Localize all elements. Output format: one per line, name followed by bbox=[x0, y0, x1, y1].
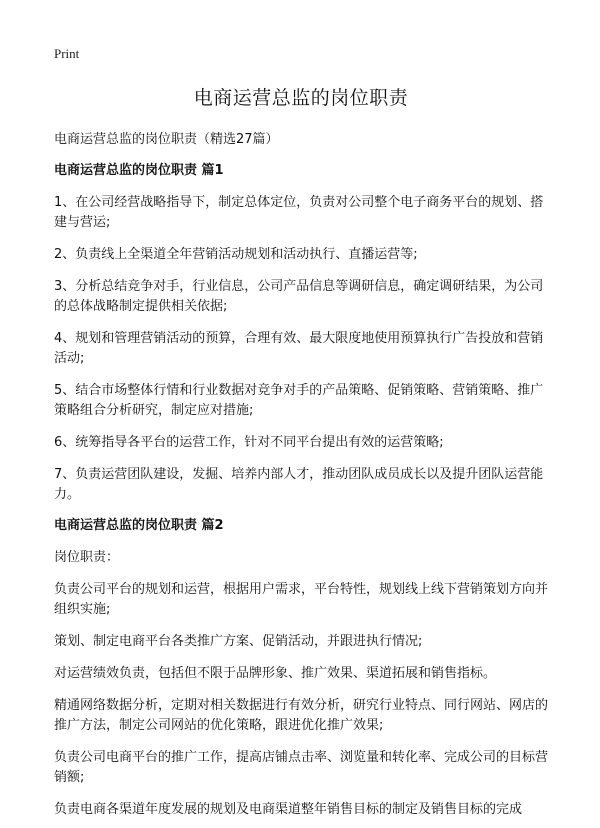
paragraph: 岗位职责： bbox=[54, 550, 120, 565]
paragraph: 策划、制定电商平台各类推广方案、促销活动，并跟进执行情况; bbox=[54, 634, 423, 649]
paragraph: 负责公司电商平台的推广工作，提高店铺点击率、浏览量和转化率、完成公司的目标营销额; bbox=[54, 750, 549, 785]
paragraph: 对运营绩效负责，包括但不限于品牌形象、推广效果、渠道拓展和销售指标。 bbox=[54, 666, 497, 681]
paragraph: 2、负责线上全渠道全年营销活动规划和活动执行、直播运营等; bbox=[54, 247, 418, 262]
print-link[interactable]: Print bbox=[54, 46, 80, 61]
paragraph: 6、统筹指导各平台的运营工作，针对不同平台提出有效的运营策略; bbox=[54, 435, 444, 450]
paragraph: 负责电商各渠道年度发展的规划及电商渠道整年销售目标的制定及销售目标的完成 bbox=[54, 802, 523, 817]
document-title: 电商运营总监的岗位职责 bbox=[193, 87, 409, 109]
paragraph: 5、结合市场整体行情和行业数据对竞争对手的产品策略、促销策略、营销策略、推广策略组合分析研究，制定应对措施; bbox=[54, 383, 544, 418]
paragraph: 精通网络数据分析，定期对相关数据进行有效分析，研究行业特点、同行网站、网店的推广方法，制定公司网站的优化策略，跟进优化推广效果; bbox=[54, 698, 549, 733]
paragraph: 负责公司平台的规划和运营，根据用户需求，平台特性，规划线上线下营销策划方向并组织实施; bbox=[54, 582, 549, 617]
document-subtitle: 电商运营总监的岗位职责（精选27篇） bbox=[54, 132, 279, 147]
paragraph: 3、分析总结竞争对手，行业信息，公司产品信息等调研信息，确定调研结果，为公司的总体战略制定提供相关依据; bbox=[54, 279, 544, 314]
paragraph: 4、规划和管理营销活动的预算，合理有效、最大限度地使用预算执行广告投放和营销活动; bbox=[54, 331, 544, 366]
paragraph: 7、负责运营团队建设，发掘、培养内部人才，推动团队成员成长以及提升团队运营能力。 bbox=[54, 467, 544, 502]
section-heading-1: 电商运营总监的岗位职责 篇1 bbox=[54, 163, 224, 178]
section-heading-2: 电商运营总监的岗位职责 篇2 bbox=[54, 518, 224, 533]
paragraph: 1、在公司经营战略指导下，制定总体定位，负责对公司整个电子商务平台的规划、搭建与营运; bbox=[54, 195, 544, 230]
